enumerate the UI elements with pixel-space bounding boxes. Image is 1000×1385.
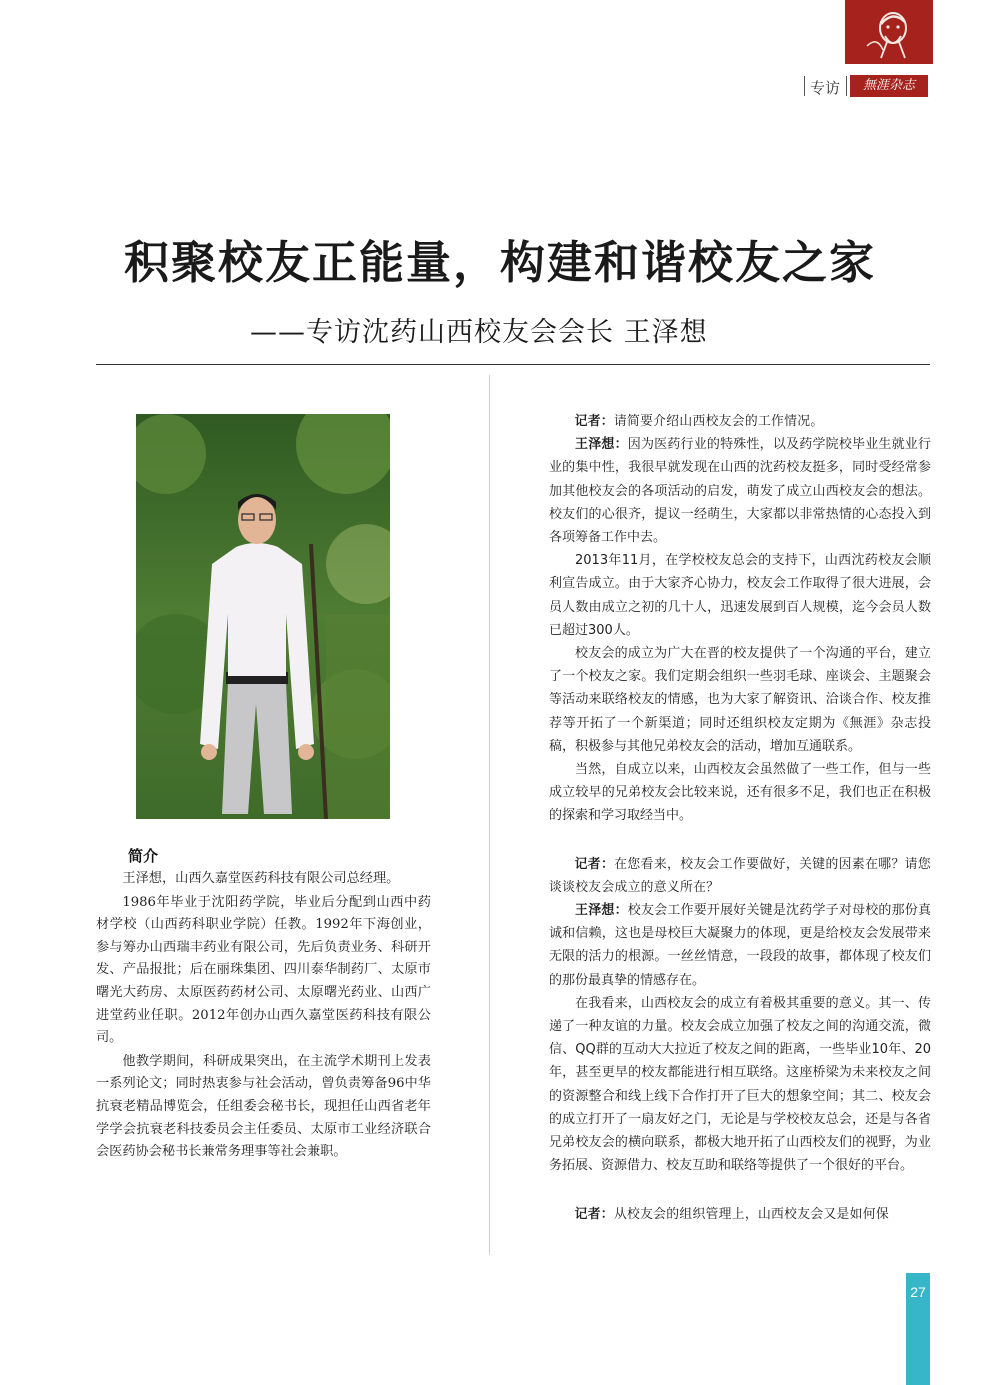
page-number: 27 [910, 1284, 926, 1300]
question-text: 从校友会的组织管理上，山西校友会又是如何保 [613, 1206, 889, 1222]
paragraph-spacer [549, 1178, 931, 1203]
section-divider [804, 76, 805, 96]
article-title: 积聚校友正能量，构建和谐校友之家 [123, 236, 876, 289]
interview-body [549, 410, 931, 1226]
question-text: 请简要介绍山西校友会的工作情况。 [613, 414, 824, 429]
question [549, 1203, 931, 1226]
portrait-photo [136, 414, 390, 819]
intro-paragraph: 王泽想，山西久嘉堂医药科技有限公司总经理。 [122, 871, 400, 886]
speaker-label: 记者： [574, 414, 614, 429]
answer-paragraph: 在我看来，山西校友会的成立有着极其重要的意义。其一、传递了一种友谊的力量。校友会成立加强了校友之间的沟通交流，微信、QQ群的互动大大拉近了校友之间的距离，一些毕业10年、20年，甚至更早的校友都能进行相互联络。这座桥梁为未来校友之间的资源整合和线上线下合作打开了巨大的想象空间；其二、校友会的成立打开了一扇友好之门，无论是与学校校友总会，还是与各省兄弟校友会的横向联系，都极大地开拓了山西校友们的视野，为业务拓展、资源借力、校友互助和联络等提供了一个很好的平台。 [549, 995, 931, 1174]
intro-paragraph: 他教学期间，科研成果突出，在主流学术期刊上发表一系列论文；同时热衷参与社会活动，曾负责筹备96中华抗衰老精品博览会，任组委会秘书长，现担任山西省老年学学会抗衰老科技委员会主任委员、太原市工业经济联合会医药协会秘书长兼常务理事等社会兼职。 [96, 1053, 431, 1160]
question [549, 410, 931, 433]
answer-text: 校友会工作要开展好关键是沈药学子对母校的那份真诚和信赖，这也是母校巨大凝聚力的体现，更是给校友会发展带来无限的活力的根源。一丝丝情意，一段段的故事，都体现了校友们的那份最真挚的情感存在。 [549, 903, 931, 988]
intro-paragraph: 1986年毕业于沈阳药学院，毕业后分配到山西中药材学校（山西药科职业学院）任教。1992年下海创业，参与筹办山西瑞丰药业有限公司，先后负责业务、科研开发、产品报批；后在丽珠集团、四川泰华制药厂、太原市曙光大药房、太原医药药材公司、太原曙光药业、山西广进堂药业任职。2012年创办山西久嘉堂医药科技有限公司。 [96, 894, 431, 1046]
title-rule [96, 364, 930, 365]
intro-body [96, 868, 431, 1165]
question-text: 在您看来，校友会工作要做好，关键的因素在哪？请您谈谈校友会成立的意义所在？ [549, 856, 932, 895]
magazine-name-badge: 無涯杂志 [850, 75, 928, 97]
article-subtitle: ——专访沈药山西校友会会长 王泽想 [250, 317, 708, 348]
answer-paragraph [549, 899, 931, 992]
answer-paragraph: 2013年11月，在学校校友总会的支持下，山西沈药校友会顺利宣告成立。由于大家齐心协力，校友会工作取得了很大进展，会员人数由成立之初的几十人，迅速发展到百人规模，迄今会员人数已超过300人。 [549, 553, 931, 638]
speaker-label: 记者： [574, 1206, 614, 1222]
answer-paragraph: 当然，自成立以来，山西校友会虽然做了一些工作，但与一些成立较早的兄弟校友会比较来说，还有很多不足，我们也正在积极的探索和学习取经当中。 [549, 762, 931, 824]
magazine-logo [845, 0, 933, 64]
speaker-label: 王泽想： [575, 437, 628, 453]
section-divider [846, 76, 847, 96]
column-divider [489, 375, 490, 1255]
portrait-illustration [136, 414, 390, 819]
answer-text: 因为医药行业的特殊性，以及药学院校毕业生就业行业的集中性，我很早就发现在山西的沈药校友挺多，同时受经常参加其他校友会的各项活动的启发，萌发了成立山西校友会的想法。校友们的心很齐，提议一经萌生，大家都以非常热情的心态投入到各项筹备工作中去。 [549, 437, 931, 546]
paragraph-spacer [549, 828, 931, 853]
section-label: 专访 [810, 79, 841, 97]
speaker-label: 记者： [574, 856, 615, 872]
intro-heading: 简介 [128, 847, 159, 865]
question [549, 853, 931, 899]
answer-paragraph [549, 433, 931, 549]
speaker-label: 王泽想： [575, 903, 628, 919]
calligraphy-portrait-icon [857, 6, 921, 60]
answer-paragraph: 校友会的成立为广大在晋的校友提供了一个沟通的平台，建立了一个校友之家。我们定期会组织一些羽毛球、座谈会、主题聚会等活动来联络校友的情感，也为大家了解资讯、洽谈合作、校友推荐等开拓了一个新渠道；同时还组织校友定期为《無涯》杂志投稿，积极参与其他兄弟校友会的活动，增加互通联系。 [549, 646, 931, 754]
